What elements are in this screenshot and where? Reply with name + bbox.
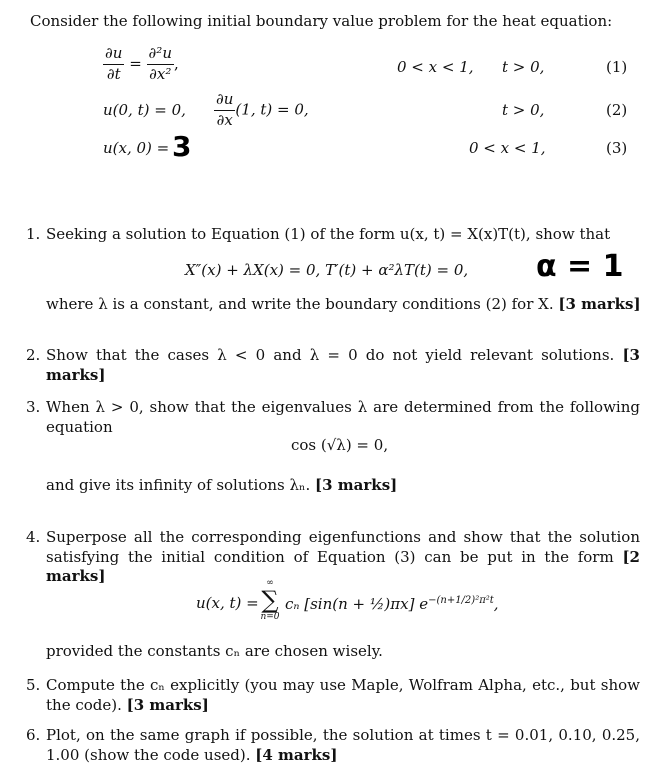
question-1-after — [46, 295, 641, 315]
eq1-label: (1) — [606, 58, 628, 76]
summation — [258, 578, 282, 622]
question-number: 2. — [26, 346, 41, 364]
question-3 — [26, 398, 640, 437]
lhs-denominator: ∂t — [103, 64, 124, 85]
question-5 — [26, 676, 640, 715]
rhs-fraction — [147, 44, 174, 84]
question-2-marks: [3 marks] — [46, 346, 640, 384]
eq2-d-numerator: ∂u — [216, 90, 234, 108]
separated-odes: X″(x) + λX(x) = 0, T′(t) + α²λT(t) = 0, — [185, 261, 469, 279]
question-number: 4. — [26, 528, 41, 546]
solution-end: , — [493, 595, 499, 613]
question-text: Compute the cₙ explicitly (you may use Maple, Wolfram Alpha, etc., but show the code). — [46, 676, 640, 714]
lhs-numerator: ∂u — [105, 44, 123, 62]
question-number: 5. — [26, 676, 41, 694]
question-1-after-text: where λ is a constant, and write the boundary conditions (2) for X. — [46, 295, 554, 313]
question-text: When λ > 0, show that the eigenvalues λ are determined from the following equation — [46, 398, 640, 436]
question-1-marks: [3 marks] — [558, 295, 641, 313]
eq1-suffix: , — [173, 54, 179, 73]
handwritten-initial-value: 3 — [172, 130, 192, 163]
eq2-left-bc: u(0, t) = 0, — [103, 101, 186, 119]
question-text: Plot, on the same graph if possible, the solution at times t = 0.01, 0.10, 0.25, 1.00 (show the code used). — [46, 726, 640, 764]
question-4-marks: [2 marks] — [46, 547, 640, 585]
question-3-after — [46, 476, 397, 496]
question-text: Seeking a solution to Equation (1) of the form u(x, t) = X(x)T(t), show that — [46, 225, 611, 243]
question-1 — [26, 225, 640, 245]
intro-text: Consider the following initial boundary value problem for the heat equation: — [30, 12, 613, 30]
question-3-after-text: and give its infinity of solutions λₙ. — [46, 476, 311, 494]
question-5-marks: [3 marks] — [126, 695, 209, 714]
eigenvalue-equation: cos (√λ) = 0, — [291, 436, 389, 454]
solution-exponent: −(n+1/2)²π²t — [428, 595, 494, 606]
eq3-initial-condition: u(x, 0) = — [103, 139, 170, 157]
eq1-time: t > 0, — [502, 58, 545, 76]
pde-equation: $\frac{\partial u}{\partial t}$ = $\frac{\text{∂²u}}{\text{∂x²}}$ , — [105, 44, 179, 83]
question-number: 1. — [26, 225, 41, 243]
handwritten-alpha-value: α = 1 — [536, 249, 624, 284]
eq1-domain: 0 < x < 1, — [397, 58, 474, 76]
solution-rhs — [285, 594, 499, 615]
question-3-marks: [3 marks] — [315, 476, 398, 494]
rhs-numerator: ∂²u — [148, 44, 172, 62]
question-text: Superpose all the corresponding eigenfunctions and show that the solution satisfying the initial condition of Equation (3) can be put in the form — [46, 528, 640, 566]
question-number: 6. — [26, 726, 41, 744]
question-6 — [26, 726, 640, 765]
eq2-right-bc — [214, 90, 309, 130]
solution-lhs: u(x, t) = — [196, 594, 259, 612]
eq3-domain: 0 < x < 1, — [469, 139, 546, 157]
question-4 — [26, 528, 640, 587]
solution-rhs-text: cₙ [sin(n + ½)πx] e — [285, 595, 429, 613]
question-4-after: provided the constants cₙ are chosen wisely. — [46, 642, 383, 660]
eq2-time: t > 0, — [502, 101, 545, 119]
question-2 — [26, 346, 640, 385]
lhs-fraction — [103, 44, 124, 84]
question-text: Show that the cases λ < 0 and λ = 0 do not yield relevant solutions. — [46, 346, 615, 364]
eq2-d-denominator: ∂x — [214, 110, 235, 131]
eq2-d-tail: (1, t) = 0, — [235, 100, 309, 119]
eq2-label: (2) — [606, 101, 628, 119]
question-6-marks: [4 marks] — [255, 745, 338, 764]
sum-lower-limit: n=0 — [260, 612, 280, 622]
sigma-icon: ∑ — [261, 586, 279, 614]
sum-upper-limit: ∞ — [266, 578, 274, 588]
rhs-denominator: ∂x² — [147, 64, 174, 85]
question-number: 3. — [26, 398, 41, 416]
eq3-label: (3) — [606, 139, 628, 157]
